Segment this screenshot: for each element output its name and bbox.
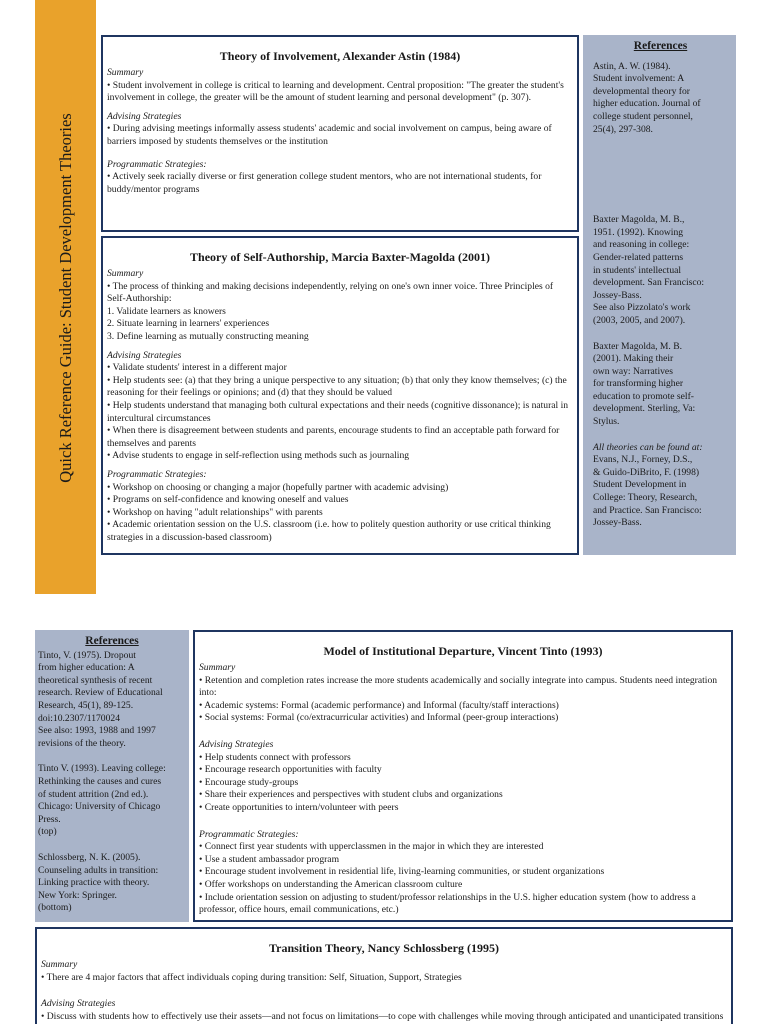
astin-advising-label: Advising Strategies — [107, 110, 182, 122]
baxter-summary-label: Summary — [107, 268, 144, 279]
baxter-programmatic-item: • Academic orientation session on the U.S. classroom (i.e. how to politely question authority or use critical thinking strategies in a discussion-based classroom) — [107, 519, 551, 543]
baxter-advising-item: • Help students understand that managing both cultural expectations and their needs (cognitive dissonance); is natural in intercultural circumstances — [107, 399, 569, 424]
reference-astin: Astin, A. W. (1984). Student involvement: A developmental theory for higher education. Journal of college student personnel, 25(4), 297-308. — [593, 60, 701, 135]
baxter-programmatic-item: • Workshop on having "adult relationships" with parents — [107, 506, 323, 518]
tinto-programmatic-label: Programmatic Strategies: — [199, 828, 299, 840]
baxter-programmatic-item: • Programs on self-confidence and knowing oneself and values — [107, 494, 349, 506]
baxter-advising-item: • Validate students' interest in a different major — [107, 362, 287, 374]
tinto-programmatic-item: • Include orientation session on adjusting to student/professor relationships in the U.S. higher education system (how to address a professor, office hours, email communications, etc.) — [199, 891, 696, 916]
tinto-summary-item: • Academic systems: Formal (academic performance) and Informal (faculty/staff interactions) — [199, 699, 559, 711]
reference-baxter-2001: Baxter Magolda, M. B. (2001). Making their own way: Narratives for transforming higher education to promote self- development. Sterling, Va: Stylus. — [593, 340, 696, 428]
baxter-title: Theory of Self-Authorship, Marcia Baxter-Magolda (2001) — [190, 250, 490, 264]
tinto-advising-item: • Encourage study-groups — [199, 776, 299, 788]
references-panel-bottom — [35, 630, 189, 922]
tinto-programmatic-item: • Connect first year students with upperclassmen in the major in which they are interested — [199, 841, 544, 853]
tinto-advising-item: • Help students connect with professors — [199, 751, 351, 763]
astin-programmatic-item: • Actively seek racially diverse or first generation college student mentors, who are not international students, for buddy/mentor programs — [107, 171, 542, 195]
tinto-summary-label: Summary — [199, 662, 236, 673]
reference-tinto-1975: Tinto, V. (1975). Dropout from higher education: A theoretical synthesis of recent research. Review of Educational Research, 45(1), 89-125. doi:10.2307/1170024 See also: 1993, 1988 and 1997 revisions of the theory. — [38, 649, 163, 749]
astin-summary-item: • Student involvement in college is critical to learning and development. Central proposition: "The greater the student's involvement in college, the greater will be the amount of student learning and personal development" (p. 307). — [107, 79, 564, 104]
astin-programmatic-label: Programmatic Strategies: — [107, 158, 207, 170]
tinto-advising-item: • Share their experiences and perspectives with student clubs and organizations — [199, 789, 503, 801]
schlossberg-advising-item: • Discuss with students how to effectively use their assets—and not focus on limitations—to cope with challenges while moving through anticipated and unanticipated transitions — [41, 1010, 724, 1022]
tinto-programmatic-item: • Encourage student involvement in residential life, living-learning communities, or student organizations — [199, 866, 605, 878]
reference-baxter-1992: Baxter Magolda, M. B., 1951. (1992). Knowing and reasoning in college: Gender-related patterns in students' intellectual development. San Francisco: Jossey-Bass. See also Pizzolato's work (2003, 2005, and 2007). — [593, 214, 705, 326]
sidebar-title: Quick Reference Guide: Student Development Theories — [55, 113, 75, 483]
tinto-theory-box — [193, 630, 733, 922]
schlossberg-title: Transition Theory, Nancy Schlossberg (1995) — [269, 941, 499, 955]
baxter-programmatic-label: Programmatic Strategies: — [107, 468, 207, 480]
baxter-advising-item: • Advise students to engage in self-reflection using methods such as journaling — [107, 450, 410, 462]
baxter-advising-item: • When there is disagreement between students and parents, encourage students to find an acceptable path forward for themselves and parents — [107, 425, 560, 449]
astin-summary-label: Summary — [107, 67, 144, 78]
reference-tinto-1993: Tinto V. (1993). Leaving college: Rethinking the causes and cures of student attrition (2nd ed.). Chicago: University of Chicago Press. (top) — [38, 763, 166, 838]
astin-theory-box — [101, 35, 579, 232]
reference-evans: Evans, N.J., Forney, D.S., & Guido-DiBrito, F. (1998) Student Development in College: Theory, Research, and Practice. San Francisco: Jossey-Bass. — [593, 454, 702, 529]
tinto-summary-item: • Social systems: Formal (co/extracurricular activities) and Informal (peer-group interactions) — [199, 712, 559, 724]
references-panel-top — [583, 35, 736, 555]
baxter-programmatic-item: • Workshop on choosing or changing a major (hopefully partner with academic advising) — [107, 481, 449, 493]
astin-advising-item: • During advising meetings informally assess students' academic and social involvement on campus, being aware of barriers imposed by students themselves or the institution — [107, 123, 552, 147]
references-heading: References — [85, 635, 139, 647]
schlossberg-summary-item: • There are 4 major factors that affect individuals coping during transition: Self, Situation, Support, Strategies — [41, 971, 462, 983]
reference-schlossberg: Schlossberg, N. K. (2005). Counseling adults in transition: Linking practice with theory. New York: Springer. (bottom) — [38, 851, 159, 914]
baxter-summary-item: 1. Validate learners as knowers — [107, 305, 226, 317]
all-theories-label: All theories can be found at: — [593, 441, 703, 453]
baxter-theory-box — [101, 236, 579, 555]
tinto-advising-item: • Create opportunities to intern/volunteer with peers — [199, 801, 399, 813]
baxter-summary-item: 3. Define learning as mutually constructing meaning — [107, 330, 309, 342]
baxter-summary-item: 2. Situate learning in learners' experiences — [107, 318, 270, 330]
sidebar — [35, 0, 96, 594]
tinto-programmatic-item: • Use a student ambassador program — [199, 853, 340, 865]
schlossberg-advising-label: Advising Strategies — [41, 998, 116, 1010]
baxter-summary-item: • The process of thinking and making decisions independently, relying on one's own inner voice. Three Principles of Self-Authorship: — [107, 280, 554, 305]
tinto-title: Model of Institutional Departure, Vincent Tinto (1993) — [323, 644, 603, 658]
schlossberg-theory-box — [35, 927, 733, 1024]
baxter-advising-label: Advising Strategies — [107, 349, 182, 361]
tinto-advising-label: Advising Strategies — [199, 738, 274, 750]
references-heading: References — [633, 40, 688, 52]
astin-title: Theory of Involvement, Alexander Astin (1984) — [219, 49, 461, 63]
tinto-programmatic-item: • Offer workshops on understanding the American classroom culture — [199, 878, 463, 890]
schlossberg-summary-label: Summary — [41, 959, 78, 970]
tinto-advising-item: • Encourage research opportunities with faculty — [199, 764, 382, 776]
tinto-summary-item: • Retention and completion rates increase the more students academically and socially integrate into campus. Students need integration into: — [199, 674, 718, 699]
baxter-advising-item: • Help students see: (a) that they bring a unique perspective to any situation; (b) that only they know themselves; (c) the reasoning for their feelings or opinions; and (d) that they should be valued — [107, 374, 567, 399]
